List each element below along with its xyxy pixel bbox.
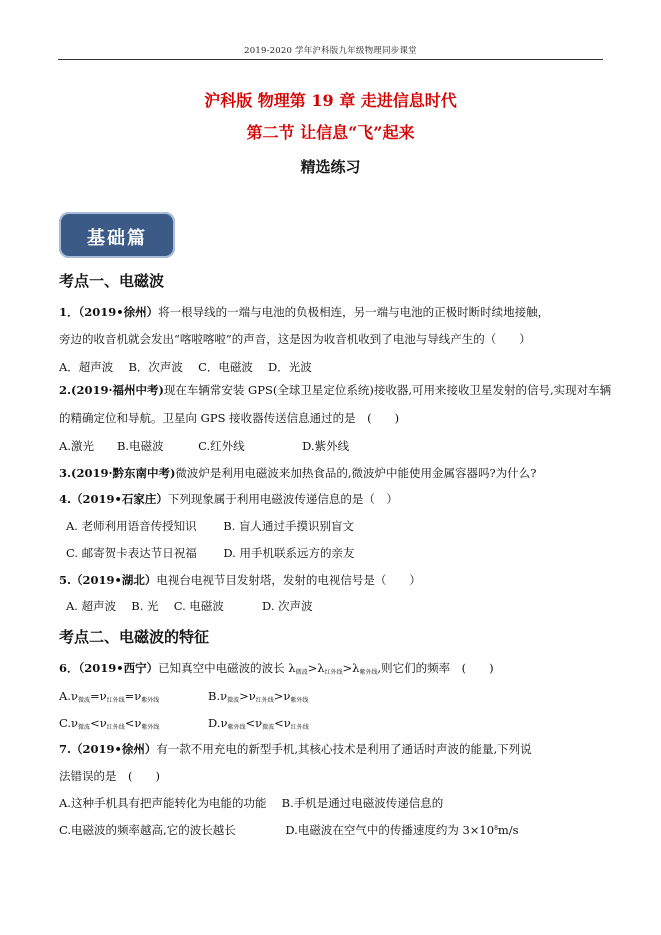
question-2-options: A.激光 B.电磁波 C.红外线 D.紫外线 <box>59 439 350 453</box>
less-than-sign: < <box>90 716 100 730</box>
subscript-infrared: 红外线 <box>106 697 125 704</box>
greater-than-sign: > <box>239 689 249 703</box>
page-header: 2019-2020 学年沪科版九年级物理同步课堂 <box>244 46 417 56</box>
subscript-microwave: 微波 <box>77 697 90 704</box>
question-4-options-ab: A. 老师利用语音传授知识 B. 盲人通过手摸识别盲文 <box>66 519 355 533</box>
subscript-infrared: 红外线 <box>324 669 343 676</box>
less-than-sign: < <box>274 716 284 730</box>
question-1-options: A．超声波 B．次声波 C．电磁波 D．光波 <box>59 360 312 374</box>
level-badge-label: 基础篇 <box>87 228 147 249</box>
less-than-sign: < <box>245 716 256 730</box>
subscript-ultraviolet: 紫外线 <box>359 669 378 676</box>
question-1-line-2: 旁边的收音机就会发出“喀啦喀啦”的声音，这是因为收音机收到了电池与导线产生的（ ） <box>59 332 531 346</box>
question-4-options-cd: C. 邮寄贺卡表达节日祝福 D. 用手机联系远方的亲友 <box>66 546 355 560</box>
question-6-number: 6．（2019•西宁） <box>59 661 159 675</box>
practice-title: 精选练习 <box>300 158 361 176</box>
question-4 <box>59 492 398 506</box>
equals-sign: = <box>124 689 135 703</box>
option-a-label: A.ν <box>59 689 78 703</box>
greater-than-sign: > <box>273 689 284 703</box>
greater-than-sign: > <box>307 661 318 675</box>
question-1-text: 将一根导线的一端与电池的负极相连，另一端与电池的正极时断时续地接触， <box>158 305 550 319</box>
question-2-line-2: 的精确定位和导航。卫星向 GPS 接收器传送信息通过的是 ( ) <box>59 411 400 425</box>
subscript-ultraviolet: 紫外线 <box>141 697 160 704</box>
option-b-label: B.ν <box>208 689 228 703</box>
greater-than-sign: > <box>342 661 353 675</box>
less-than-sign: < <box>124 716 135 730</box>
subscript-ultraviolet: 紫外线 <box>227 724 246 731</box>
exponent: 8 <box>494 825 498 832</box>
question-3 <box>59 466 536 480</box>
subscript-ultraviolet: 紫外线 <box>141 724 160 731</box>
question-5 <box>59 573 421 587</box>
question-5-options: A. 超声波 B. 光 C. 电磁波 D. 次声波 <box>66 599 313 613</box>
equals-sign: = <box>89 689 100 703</box>
question-6-text: 已知真空中电磁波的波长 λ <box>158 661 296 675</box>
subscript-microwave: 微波 <box>78 724 91 731</box>
question-5-number: 5.（2019•湖北） <box>59 573 157 587</box>
subscript-infrared: 红外线 <box>290 724 309 731</box>
question-6-option-d: $D.\nu_{紫外线}<\nu_{微波}<\nu_{红外线}$ <box>208 716 309 731</box>
chapter-title: 沪科版 物理第 19 章 走进信息时代 <box>204 91 457 110</box>
question-6-option-c: $C.\nu_{微波}<\nu_{红外线}<\nu_{紫外线}$ <box>59 716 160 731</box>
question-3-text: 微波炉是利用电磁波来加热食品的,微波炉中能使用金属容器吗?为什么? <box>175 466 537 480</box>
subscript-infrared: 红外线 <box>255 697 274 704</box>
question-1-number: 1．（2019•徐州） <box>59 305 159 319</box>
subscript-infrared: 红外线 <box>106 724 125 731</box>
section-title: 第二节 让信息“飞”起来 <box>246 123 415 142</box>
question-7-text: 有一款不用充电的新型手机,其核心技术是利用了通话时声波的能量,下列说 <box>156 742 532 756</box>
question-7-number: 7.（2019•徐州） <box>59 742 157 756</box>
option-d-label: D.ν <box>208 716 228 730</box>
subscript-microwave: 微波 <box>295 669 308 676</box>
option-c-label: C.ν <box>59 716 79 730</box>
question-6-tail: ,则它们的频率 ( ) <box>377 661 494 675</box>
subscript-ultraviolet: 紫外线 <box>290 697 309 704</box>
question-7-line-2: 法错误的是 ( ) <box>59 769 160 783</box>
question-6: 6．（2019•西宁）已知真空中电磁波的波长 $\lambda_{微波}>\lambda_{红外线}>\lambda_{紫外线}$,则它们的频率 ( ) <box>59 661 494 676</box>
question-7-options-cd <box>59 822 519 837</box>
question-2-text: 现在车辆常安装 GPS(全球卫星定位系统)接收器,可用来接收卫星发射的信号,实现对车辆 <box>163 383 612 397</box>
question-4-number: 4.（2019•石家庄） <box>59 492 168 506</box>
question-6-option-b: $B.\nu_{微波}>\nu_{红外线}>\nu_{紫外线}$ <box>208 689 309 704</box>
question-3-number: 3.(2019·黔东南中考) <box>59 466 176 480</box>
subscript-microwave: 微波 <box>262 724 275 731</box>
subscript-microwave: 微波 <box>227 697 240 704</box>
question-7-options-cd-text: C.电磁波的频率越高,它的波长越长 D.电磁波在空气中的传播速度约为 3×10 <box>59 823 495 837</box>
question-4-text: 下列现象属于利用电磁波传递信息的是（ ） <box>167 492 398 506</box>
question-7-line-1 <box>59 742 532 756</box>
topic-1-heading: 考点一、电磁波 <box>59 272 165 290</box>
question-7-options-ab: A.这种手机具有把声能转化为电能的功能 B.手机是通过电磁波传递信息的 <box>59 796 444 810</box>
header-divider <box>58 59 603 60</box>
level-badge <box>59 212 175 258</box>
question-6-option-a: $A.\nu_{微波}=\nu_{红外线}=\nu_{紫外线}$ <box>59 689 160 704</box>
question-2-number: 2.(2019·福州中考) <box>59 383 164 397</box>
topic-2-heading: 考点二、电磁波的特征 <box>59 628 210 646</box>
speed-unit: m/s <box>497 823 519 837</box>
question-1-line-1 <box>59 305 549 319</box>
question-5-text: 电视台电视节目发射塔，发射的电视信号是（ ） <box>156 573 421 587</box>
question-2-line-1 <box>59 383 611 397</box>
